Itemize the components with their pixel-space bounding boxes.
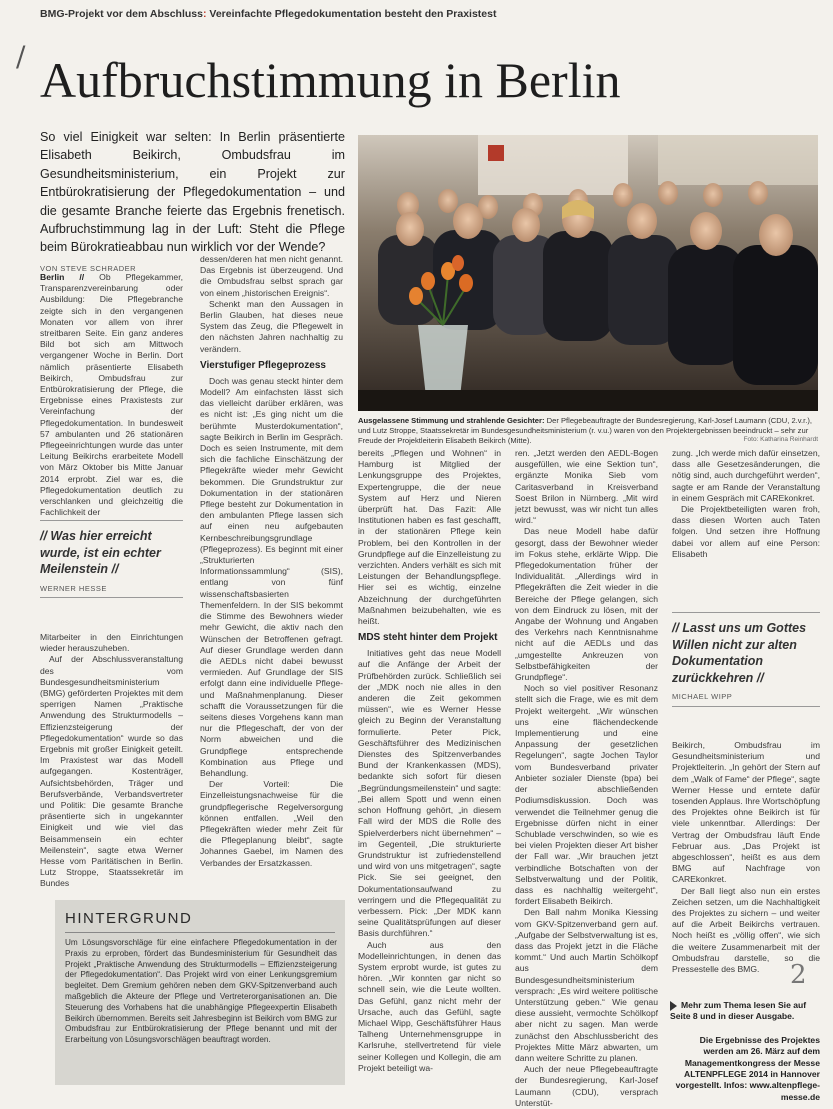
article-column-2	[200, 254, 343, 894]
article-column-5	[672, 448, 820, 559]
audience-photo-image	[358, 135, 818, 411]
article-column-1b	[40, 632, 183, 890]
pull-quote-1-author: WERNER HESSE	[40, 584, 107, 593]
paragraph	[40, 654, 183, 889]
kicker-part2: Vereinfachte Pflegedokumentation besteht den Praxistest	[206, 8, 497, 20]
kicker-separator: :	[202, 8, 207, 20]
paragraph-text: Die Projektbeteiligten waren froh, dass diesen Worten auch Taten folgen. Und setzen ihre Hoffnung dabei vor allem auf eine Person: Elisabeth	[672, 504, 820, 559]
article-column-1	[40, 272, 183, 518]
paragraph-text: ren. „Jetzt werden den AEDL-Bogen ausgefüllen, wie eine Sektion tun“, ergänzte Monika Sieb vom Caritasverband in Kreisverband Soest Brilon in Nürnberg. „Mit wird jetzt bewusst, was wir nicht tun alles wird.“	[515, 448, 658, 526]
paragraph-text: Initiatives geht das neue Modell auf die Anfänge der Arbeit der Prüfbehörden zurück. Schließlich sei der „MDK noch nie alles in den anderen die Zeit gekommen müssen“, wie es Werner Hesse gleich zu Beginn der Veranstaltung formulierte. Peter Pick, Geschäftsführer des Medizinischen Dienstes des Spitzenverbandes Bund der Krankenkassen (MDS), bedankte sich sofort für diesen „Begründungsmeilenstein“ und sagte: „Bei allem Spott und wenn einen schon Hoffnung gehört, „in diesem Fall wird der MDS die Rolle des Spielverderbers nicht übernehmen“ – im Gegenteil, „Die strukturierte Grundstruktur ist zufriedenstellend und wird von uns mitgetragen“, sagte Pick. Sie sei geeignet, den Dokumentationsaufwand zu verringern und die Pflegequalität zu verbessern. Pick: „Der MDK kann seine Qualitätsprüfungen auf dieser Basis durchführen.“	[358, 648, 501, 939]
paragraph	[200, 299, 343, 355]
article-column-5b	[672, 740, 820, 990]
paragraph	[200, 376, 343, 779]
event-photo	[358, 135, 818, 411]
section-heading: Vierstufiger Pflegeprozess	[200, 359, 326, 371]
paragraph	[358, 940, 501, 1074]
paragraph-text: Beikirch, Ombudsfrau im Gesundheitsministerium und Projektleiterin. „In gehört der Stern auf dem „Walk of Fame“ der Pflege“, sagte Werner Hesse und erntete dafür tosenden Applaus. Ihre Wortschöpfung des Projektes ohne Beikirch ist für viele unkenntbar. Allerdings: Der Vertrag der Ombudsfrau läuft Ende Februar aus. „Das Projekt ist abgeschlossen“, heißt es aus dem BMG auf Nachfrage von CAREkonkret.	[672, 740, 820, 885]
paragraph-text: Der Ball Iiegt also nun ein erstes Zeichen setzen, um die Nachhaltigkeit des Projektes zu sichern – und weiter auf die Arbeit Beikirchs vertrauen. Noch heißt es „völlig offen“, wie sich die weitere Zusammenarbeit mit der Ombudsfrau darstelle, so die Pressestelle des BMG.	[672, 885, 820, 975]
page-mark: 2	[790, 960, 807, 990]
section-heading: MDS steht hinter dem Projekt	[358, 632, 498, 644]
paragraph-text: Mitarbeiter in den Einrichtungen wieder herauszuheben.	[40, 632, 183, 654]
paragraph-text: Ob Pflegekammer, Transparenzvereinbarung oder Ausbildung: Die Pflegebranche zeigte sich in den vergangenen Monaten vor allem von ihrer streitbaren Seite. Ein ganz anderes Bild bot sich am Mittwoch vergangener Woche in Berlin. Dort nämlich präsentierte Elisabeth Beikirch, Ombudsfrau zur Entbürokratisierung der Pflege, die Ergebnisse eines Praxistests zur Vereinfachung der Pflegedokumentation. In bundesweit 57 ambulanten und 26 stationären Pflegeeinrichtungen wurde das unter Leitung Beikirchs erarbeitete Modell von März Oktober bis Mitte Januar 2014 erprobt. Ziel war es, die Pflegedokumentation deutlich zu verschlanken und gleichzeitig die Fachlichkeit der	[40, 272, 183, 518]
article-column-4	[515, 448, 658, 1108]
background-info-title: HINTERGRUND	[65, 910, 193, 927]
background-info-rule	[65, 932, 335, 933]
paragraph-text: Der Vorteil: Die Einzelleistungsnachweise für die grundpflegerische Regelversorgung können entfallen. „Weil den Pflegekräften wieder mehr Zeit für die Pflegeplanung bleibt“, sagte Johannes Gaebel, im Namen des Verbandes der Ersatzkassen.	[200, 779, 343, 868]
pull-quote-2: // Lasst uns um Gottes Willen nicht zur alten Dokumentation zurückkehren //	[672, 621, 807, 685]
arrow-right-icon	[670, 1001, 677, 1011]
kicker	[40, 8, 800, 20]
paragraph	[40, 272, 183, 518]
paragraph	[515, 448, 658, 526]
paragraph	[672, 504, 820, 560]
photo-caption-text: Der Pflegebeauftragte der Bundesregierung, Karl-Josef Laumann (CDU, 2.v.r.), und Lutz Stroppe, Staatssekretär im Bundesgesundheitsministerium (r. v.u.) waren von den Projektergebnissen beeindruckt – sehr zur Freude der Projektleiterin Elisabeth Beikirch (Mitte).	[358, 416, 812, 445]
margin-scribble: /	[16, 40, 26, 73]
paragraph-text: Den Ball nahm Monika Kiessing vom GKV-Spitzenverband gern auf. „Aufgabe der Selbstverwaltung ist es, dass das Projekt jetzt in die Fläche kommt.“ Und auch Martin Schölkopf aus dem Bundesgesundheitsministerium versprach: „Es wird weitere politische Unterstützung geben.“ Wie genau diese aussieht, vermochte Schölkopf aber nicht zu sagen. Man werde zunächst den Abschlussbericht des Projektes Mitte März abwarten, um dann weitere Schritte zu planen.	[515, 907, 658, 1063]
paragraph-text: dessen/deren hat men nicht genannt. Das Ergebnis ist überzeugend. Und die Ombudsfrau selbst sprach gar von einem „historischen Ereignis“.	[200, 254, 343, 298]
paragraph-text: zung. „Ich werde mich dafür einsetzen, dass alle Gesetzesänderungen, die nötig sind, auch durchgeführt werden“, sagte er am Rande der Veranstaltung in einem Gespräch mit CAREkonkret.	[672, 448, 820, 503]
results-note: Die Ergebnisse des Projektes werden am 26. März auf dem Managementkongress der Messe ALTENPFLEGE 2014 in Hannover vorgestellt. Infos: www.altenpflege-messe.de	[675, 1034, 820, 1102]
quote2-rule-top	[672, 612, 820, 613]
pull-quote-1: // Was hier erreicht wurde, ist ein echter Meilenstein //	[40, 529, 161, 576]
paragraph-text: Auch der neue Pflegebeauftragte der Bundesregierung, Karl-Josef Laumann (CDU), versprach Unterstüt-	[515, 1064, 658, 1108]
paragraph	[40, 632, 183, 654]
paragraph	[672, 740, 820, 886]
page-title: Aufbruchstimmung in Berlin	[40, 52, 621, 108]
paragraph-text: Doch was genau steckt hinter dem Modell? Am einfachsten lässt sich das vielleicht darüber erklären, was es nicht ist: „Es ging nicht um die berühmte Musterdokumentation“, sagte Beikirch in Berlin im Gespräch. Doch es seien Instrumente, mit dem sich die fachliche Einschätzung der Pflegekräfte wieder mehr Gewicht bekommen. Die Grundstruktur zur Dokumentation in der stationären Pflege besteht zur Dokumentation in den ambulanten Pflege lassen sich auf einen neu aufgebauten Kernbeschreibungsgrundlage (Pflegeprozess). Es beginnt mit einer „Strukturierten Informationssammlung“ (SIS), entlang von fünf wissenschaftsbasierten Themenfeldern. In der SIS bekommt die Stimme des Bewohners wieder mehr Gewicht, die aktiv nach den Wünschen der Betroffenen gefragt. Auf dieser Grundlage werden dann die AEDLs nicht dabei bewusst vermieden. Auf Grundlage der SIS erfolgt dann eine individuelle Pflege- und Maßnahmenplanung. Dieser schafft die Voraussetzungen für die seitens dieses Vorgehens kann man nur die Pflegeschaft, der von der Norm abweichen und die Grundpflege entsprechende Kombination aus Pflege und Behandlung.	[200, 375, 343, 778]
paragraph-text: Schenkt man den Aussagen in Berlin Glauben, hat dieses neue System das Zeug, die Pflegewelt in den nächsten Jahren nachhaltig zu verändern.	[200, 298, 343, 354]
more-info-note	[670, 1000, 820, 1023]
kicker-part1: BMG-Projekt vor dem Abschluss	[40, 8, 203, 20]
dateline: Berlin //	[40, 272, 85, 282]
paragraph-text: Noch so viel positiver Resonanz stellt sich die Frage, wie es mit dem Projekt weitergeht. „Wir wünschen uns eine flächendeckende Implementierung und eine Anpassung der gesetzlichen Regelungen“, sagte Jochen Taylor vom Bundesverband privater Anbieter sozialer Dienste (bpa) bei der abschließenden Podiumsdiskussion. Doch was verwendet die Teilnehmer genug die Ergebnisse dürfen nicht in einer Schublade verschwinden, so wie es bei vielen Projekten dieser Art bisher der Fall war. „Wir brauchen jetzt verbindliche Botschaften von der Selbstverwaltung und der Politik, dass es nachhaltig weitergeht“, fordert Elisabeth Beikirch.	[515, 683, 658, 907]
paragraph	[200, 254, 343, 299]
paragraph	[515, 683, 658, 907]
paragraph	[358, 648, 501, 939]
paragraph-text: Auf der Abschlussveranstaltung des vom Bundesgesundheitsministerium (BMG) geförderten Projektes mit dem sperrigen Namen „Praktische Anwendung des Strukturmodells – Effizienzsteigerung der Pflegedokumentation“ wurde so das Ergebnis mit großer Einigkeit geteilt. Im Praxistest war das Modell aufgegangen. Kostenträger, Aufsichtsbehörden, Träger und Berufsverbände, Verbandsvertreter und Politik: Die gesamte Branche präsentierte sich in ungekannter Einigkeit und wie viel das Beisammensein ein echter Meilenstein“, sagte etwa Werner Hesse vom Paritätischen in Berlin. Lutz Stroppe, Staatssekretär im Bundes	[40, 654, 183, 889]
article-column-3	[358, 448, 501, 1088]
photo-caption-lead: Ausgelassene Stimmung und strahlende Gesichter:	[358, 416, 545, 425]
pull-quote-2-author: MICHAEL WIPP	[672, 692, 733, 701]
lead-paragraph: So viel Einigkeit war selten: In Berlin präsentierte Elisabeth Beikirch, Ombudsfrau im Gesundheitsministerium, ein Projekt zur Entbürokratisierung der Pflegedokumentation – und die gesamte Branche feierte das Ergebnis frenetisch. Aufbruchstimmung lag in der Luft: Steht die Pflege beim Bürokratieabbau nun wirklich vor der Wende?	[40, 130, 345, 255]
paragraph	[358, 448, 501, 627]
paragraph	[672, 448, 820, 504]
quote-rule-bottom	[40, 597, 183, 598]
paragraph	[515, 1064, 658, 1109]
background-info-body: Um Lösungsvorschläge für eine einfachere Pflegedokumentation in der Praxis zu erproben, fördert das Bundesministerium für Gesundheit das Projekt „Praktische Anwendung des Strukturmodells – Effizienzsteigerung der Pflegedokumentation“. Das Projekt wird von einer Lenkungsgremium begleitet. Dem Gremium gehören neben dem GKV-Spitzenverband auch maßgeblich die Akteure der Pflege und Vertreterorganisationen an. Die Steuerung des Vorhabens hat die unabhängige Pflegeexpertin Elisabeth Beikirch übernommen. Bereits seit Jahresbeginn ist Beikirch vom BMG zur Ombudsfrau zur Entbürokratisierung der Pflege benannt und mit der Erarbeitung von Lösungsvorschlägen beauftragt worden.	[65, 938, 337, 1045]
paragraph	[200, 779, 343, 869]
quote2-rule-bottom	[672, 706, 820, 707]
paragraph	[515, 526, 658, 683]
info-sidebox	[670, 1000, 820, 1103]
paragraph	[515, 907, 658, 1064]
paragraph-text: Das neue Modell habe dafür gesorgt, dass der Bewohner wieder im Fokus stehe, erklärte Wipp. Die Pflegedokumentation früher der Individualität. „Allerdings wird in Pflegekräften die Zeit wieder in die Bereiche der Pflege gelangen, sich von dem Eindruck zu lösen, mit der Angabe der Wohnung und Angaben des Verkehrs nach Kenntnisnahme nicht auf die AEDLs und das „umgestellte Ankreuzen von Selbstbefähigkeiten der Grundpflege“.	[515, 526, 658, 683]
byline: VON STEVE SCHRADER	[40, 264, 137, 273]
paragraph-text: Auch aus den Modelleinrichtungen, in denen das System erprobt wurde, ist gutes zu hören. „Wir konnten gar nicht so schnell sein, wie die Leute wollten. Das Gefühl, ganz nicht mehr der Ursache, auch das Gefühl, sagte Michael Wipp, Geschäftsführer Haus Talheng Unternehmensgruppe in Karlsruhe, stellvertretend für viele seiner Kollegen und Kollegin, die am Projekt beteiligt wa-	[358, 939, 501, 1073]
photo-credit: Foto: Katharina Reinhardt	[743, 436, 818, 443]
background-info-box	[55, 900, 345, 1085]
quote-rule-top	[40, 520, 183, 521]
more-info-text: Mehr zum Thema lesen Sie auf Seite 8 und in dieser Ausgabe.	[670, 1000, 807, 1022]
paragraph-text: bereits „Pflegen und Wohnen“ in Hamburg ist Mitglied der Lenkungsgruppe des Projektes, Expertengruppe, die der neue System auf Herz und Nieren überprüft hat. Das Fazit: Alle Institutionen haben es fast geschafft, in der stationären Pflege kein Problem, bei den Kontrollen in der Grundpflege auf die Einzelleistung zu verzichten. Anders verhält es sich mit Leistungen der Behandlungspflege. Hier sei es wichtig, einzelne Abzeichnung der durchgeführten Maßnahmen beizubehalten, wie es heißt.	[358, 448, 501, 627]
